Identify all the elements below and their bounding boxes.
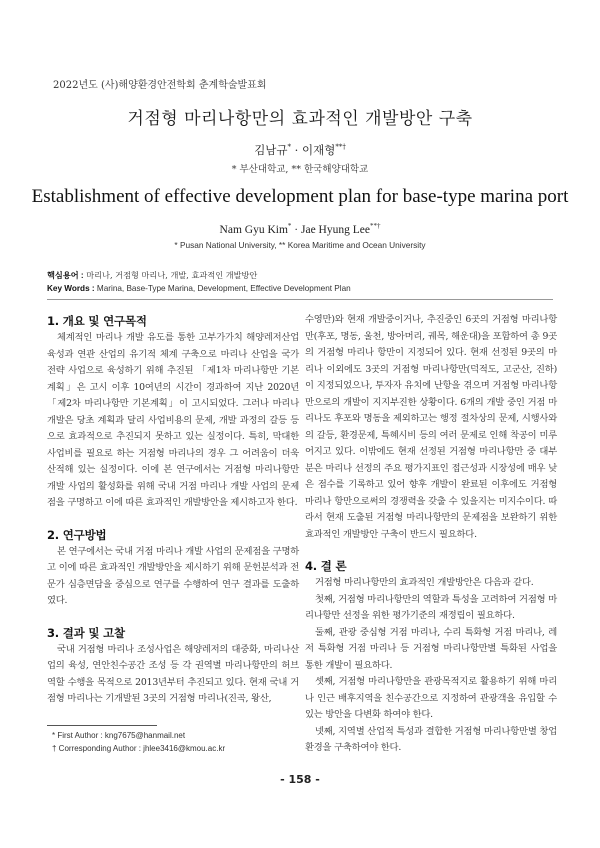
- paper-title-korean: 거점형 마리나항만의 효과적인 개발방안 구축: [127, 109, 473, 129]
- keywords-korean: [47, 270, 257, 281]
- section-3-paragraph-continued: 수영만)와 현재 개발중이거나, 추진중인 6곳의 거점형 마리나항만(후포, 명동, 울천, 방아머리, 궤목, 해운대)을 포함하여 총 9곳의 거점형 마리나 항만이 지정되어 있다. 현재 선정된 9곳의 마리나 이외에도 3곳의 거점형 마리나항만(덕적도, 고군산, 진하)이 지정되었으나, 투자자 유치에 난항을 겪으며 거점형 마리나항만으로의 개발이 지지부진한 상황이다. 6개의 개발 중인 거점 마리나도 후포와 명동을 제외하고는 행정 절차상의 문제, 시행사와의 갈등, 환경문제, 특혜시비 등의 여러 문제로 인해 착공이 미루어지고 있다. 이밖에도 현재 선정된 거점형 마리나항만 중 대부분은 마리나 선정의 주요 평가지표인 접근성과 시장성에 매우 낮은 점수를 기록하고 있어 향후 개발이 완료된 이후에도 거점형 마리나 항만으로써의 경쟁력을 갖출 수 있을지는 미지수이다. 따라서 현재 도출된 거점형 마리나항만의 문제점을 보완하기 위한 효과적인 개발방안 구축이 반드시 필요하다.: [305, 314, 557, 540]
- left-column: [47, 312, 299, 708]
- author-2-mark: **†: [335, 143, 346, 152]
- keywords-english-label: Key Words :: [47, 284, 95, 293]
- section-4-heading: 4. 결 론: [305, 559, 347, 573]
- section-4-paragraph-4: 셋째, 거점형 마리나항만을 관광목적지로 활용하기 위해 마리나 인근 배후지역을 친수공간으로 지정하여 관광객을 유입할 수 있는 방안을 다변화 하여야 한다.: [305, 676, 557, 720]
- author-1-mark: *: [287, 143, 292, 152]
- page-number: - 158 -: [280, 773, 320, 786]
- footnote-divider: [47, 725, 157, 726]
- section-1-paragraph: 체계적인 마리나 개발 유도를 통한 고부가가치 해양레저산업 육성과 연관 산업의 유기적 체계 구축으로 마리나 산업을 국가 전략 사업으로 육성하기 위해 추진된 「제1차 마리나항만 기본계획」은 고시 이후 10여년의 시간이 경과하여 지난 2020년「제2차 마리나항만 기본계획」이 고시되었다. 그러나 마리나 개발은 당초 계획과 달리 사업비용의 문제, 개발 과정의 갈등 등으로 효과적으로 추진되지 못하고 있는 실정이다. 특히, 막대한 사업비를 필요로 하는 거점형 마리나의 경우 그 어려움이 더욱 산적해 있는 실정이다. 이에 본 연구에서는 거점형 마리나항만 개발 사업의 활성화를 위해 국내 거점 마리나 개발 사업의 문제점을 구명하고 이에 따른 효과적인 개발방안을 제시하고자 한다.: [47, 332, 299, 508]
- author-2-name: 이재형: [301, 143, 336, 157]
- section-4-paragraph-5: 넷째, 지역별 산업적 특성과 결합한 거점형 마리나항만별 창업환경을 구축하여야 한다.: [305, 725, 557, 753]
- paper-title-english: Establishment of effective development plan for base-type marina port: [31, 186, 569, 207]
- section-4-paragraph-1: 거점형 마리나항만의 효과적인 개발방안은 다음과 같다.: [315, 577, 534, 588]
- keywords-korean-text: 마리나, 거점형 마리나, 개발, 효과적인 개발방안: [83, 270, 258, 280]
- author-2-mark-en: **†: [369, 222, 381, 230]
- header-divider: [47, 299, 553, 300]
- keywords-korean-label: 핵심용어 :: [47, 271, 84, 280]
- author-1-mark-en: *: [287, 222, 292, 230]
- author-separator: ·: [291, 143, 302, 157]
- section-2-paragraph: 본 연구에서는 국내 거점 마리나 개발 사업의 문제점을 구명하고 이에 따른 효과적인 개발방안을 제시하기 위해 문헌분석과 전문가 심층면담을 중심으로 연구를 수행하여 연구 결과를 도출하였다.: [47, 545, 299, 606]
- footnote-first-author: * First Author : kng7675@hanmail.net: [52, 731, 186, 740]
- author-2-name-en: Jae Hyung Lee: [300, 223, 370, 236]
- keywords-english: [47, 284, 351, 293]
- keywords-english-text: Marina, Base-Type Marina, Development, Effective Development Plan: [94, 284, 351, 293]
- author-1-name-en: Nam Gyu Kim: [219, 223, 288, 236]
- affiliation-korean: * 부산대학교, ** 한국해양대학교: [231, 164, 369, 175]
- right-column: [305, 312, 557, 757]
- author-separator-en: ·: [291, 223, 301, 236]
- section-4-paragraph-2: 첫째, 거점형 마리나항만의 역할과 특성을 고려하여 거점형 마리나항만 선정을 위한 평가기준의 재정립이 필요하다.: [305, 593, 557, 621]
- affiliation-english: * Pusan National University, ** Korea Maritime and Ocean University: [174, 240, 426, 250]
- section-2-heading: 2. 연구방법: [47, 527, 107, 542]
- section-4-paragraph-3: 둘째, 관광 중심형 거점 마리나, 수리 특화형 거점 마리나, 레저 특화형 거점 마리나 등 거점형 마리나항만별 특화된 사업을 통한 개발이 필요하다.: [305, 626, 557, 671]
- authors-english: [0, 222, 600, 236]
- footnote-corresponding-author: † Corresponding Author : jhlee3416@kmou.ac.kr: [52, 744, 226, 753]
- conference-header: 2022년도 (사)해양환경안전학회 춘계학술발표회: [53, 80, 267, 91]
- authors-korean: [0, 142, 600, 158]
- author-1-name: 김남규: [254, 143, 288, 157]
- section-3-paragraph: 국내 거점형 마리나 조성사업은 해양레저의 대중화, 마리나산업의 육성, 연안친수공간 조성 등 각 권역별 마리나항만의 허브 역할 수행을 목적으로 2013년부터 추진되고 있다. 현재 국내 거점형 마리나는 기개발된 3곳의 거점형 마리나(진곡, 왕산,: [47, 643, 299, 704]
- section-3-heading: 3. 결과 및 고찰: [47, 625, 125, 640]
- section-1-heading: 1. 개요 및 연구목적: [47, 314, 147, 328]
